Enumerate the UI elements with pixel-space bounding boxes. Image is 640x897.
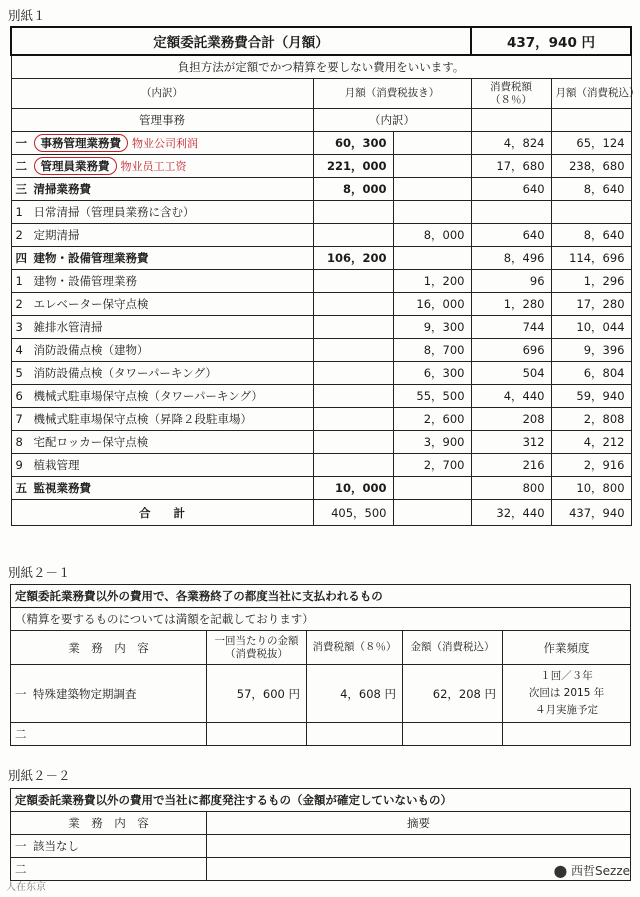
row-name: 特殊建築物定期調査: [33, 686, 137, 701]
item-total: 4，212: [551, 431, 631, 454]
item-tax: 4，824: [471, 132, 551, 155]
table-row: [11, 454, 631, 477]
item-index: 1: [15, 274, 23, 288]
item-index: 2: [15, 228, 23, 242]
item-name: 雑排水管清掃: [33, 320, 103, 334]
table-row: [11, 362, 631, 385]
item-main: 221，000: [313, 155, 393, 178]
table-row: [11, 339, 631, 362]
item-index: 5: [15, 366, 23, 380]
item-cell: [11, 362, 313, 385]
item-index: 四: [15, 251, 27, 265]
item-tax: 800: [471, 477, 551, 500]
sum-total: 437，940: [551, 500, 631, 526]
item-index: 6: [15, 389, 23, 403]
item-total: 10，800: [551, 477, 631, 500]
item-note: 物业员工工资: [120, 160, 187, 173]
frequency-line-3: ４月実施予定: [535, 704, 599, 716]
row-2-index: 二: [11, 858, 207, 881]
item-index: 1: [15, 205, 23, 219]
row-index: 一: [15, 839, 27, 853]
item-cell: [11, 385, 313, 408]
item-total: [551, 201, 631, 224]
item-cell: [11, 201, 313, 224]
item-cell: [11, 316, 313, 339]
table-row: [11, 408, 631, 431]
table-row: [11, 247, 631, 270]
header-content: 業 務 内 容: [11, 812, 207, 835]
item-main: [313, 224, 393, 247]
sheet1-table: [10, 26, 640, 526]
row-unit: 57，600 円: [207, 665, 307, 723]
item-tax: 312: [471, 431, 551, 454]
item-index: 4: [15, 343, 23, 357]
item-total: 1，296: [551, 270, 631, 293]
row-2-index: 二: [11, 723, 207, 746]
wechat-icon: ⬤: [553, 864, 568, 878]
item-name: 消防設備点検（建物）: [33, 343, 149, 357]
item-name: 日常清掃（管理員業務に含む）: [33, 205, 195, 219]
item-sub: [393, 132, 471, 155]
sheet1-note: 負担方法が定額でかつ精算を要しない費用をいいます。: [11, 55, 631, 79]
item-cell: [11, 270, 313, 293]
item-total: 10，044: [551, 316, 631, 339]
header-breakdown: （内訳）: [11, 79, 313, 109]
item-name: 機械式駐車場保守点検（タワーパーキング）: [33, 389, 263, 403]
item-name: 管理員業務費: [34, 157, 117, 175]
sheet2-1-title: 定額委託業務費以外の費用で、各業務終了の都度当社に支払われるもの: [11, 585, 631, 608]
item-cell: [11, 224, 313, 247]
item-tax: 640: [471, 224, 551, 247]
item-name: 建物・設備管理業務: [33, 274, 137, 288]
item-index: 2: [15, 297, 23, 311]
header-frequency: 作業頻度: [503, 631, 631, 665]
item-main: [313, 339, 393, 362]
item-name: 消防設備点検（タワーパーキング）: [33, 366, 217, 380]
item-tax: 208: [471, 408, 551, 431]
item-tax: 216: [471, 454, 551, 477]
item-main: 10，000: [313, 477, 393, 500]
sheet2-1-label: 別紙２－１: [8, 565, 71, 580]
sheet1-label: 別紙１: [8, 8, 46, 23]
item-sub: [393, 155, 471, 178]
item-sub: [393, 477, 471, 500]
sheet2-1-note: （精算を要するものについては満額を記載しております）: [11, 608, 631, 631]
item-main: [313, 431, 393, 454]
item-cell: [11, 293, 313, 316]
header-detail: （内訳）: [313, 109, 471, 132]
item-cell: [11, 155, 313, 178]
row-tax: 4，608 円: [307, 665, 403, 723]
sheet2-1-table: [10, 584, 631, 746]
item-index: 7: [15, 412, 23, 426]
table-row: [11, 270, 631, 293]
sum-main: 405，500: [313, 500, 393, 526]
table-row: [11, 431, 631, 454]
item-name: 定期清掃: [33, 228, 80, 242]
sheet2-2-label: 別紙２－２: [8, 768, 71, 783]
sheet2-2-table: [10, 788, 631, 881]
item-main: 106，200: [313, 247, 393, 270]
item-sub: 2，600: [393, 408, 471, 431]
item-index: 9: [15, 458, 23, 472]
item-tax: 4，440: [471, 385, 551, 408]
table-row: [11, 293, 631, 316]
item-total: 9，396: [551, 339, 631, 362]
table-row: [11, 155, 631, 178]
header-amount: 金額（消費税込）: [403, 631, 503, 665]
item-name: 監視業務費: [33, 481, 91, 495]
item-name: 事務管理業務費: [34, 134, 129, 152]
item-total: 8，640: [551, 224, 631, 247]
item-main: [313, 408, 393, 431]
item-main: [313, 385, 393, 408]
item-index: 3: [15, 320, 23, 334]
sheet1-total: 437，940 円: [471, 27, 631, 55]
sheet2-2-title: 定額委託業務費以外の費用で当社に都度発注するもの（金額が確定していないもの）: [11, 789, 631, 812]
watermark-text: 西哲Sezze: [571, 864, 630, 878]
item-main: [313, 362, 393, 385]
item-tax: 96: [471, 270, 551, 293]
header-monthly: 月額（消費税抜き）: [313, 79, 471, 109]
item-main: 60，300: [313, 132, 393, 155]
item-cell: [11, 477, 313, 500]
row-none: [11, 835, 207, 858]
item-tax: 1，280: [471, 293, 551, 316]
table-row: [11, 178, 631, 201]
item-index: 三: [15, 182, 27, 196]
item-cell: [11, 247, 313, 270]
item-name: 清掃業務費: [33, 182, 91, 196]
item-name: エレベーター保守点検: [33, 297, 149, 311]
item-total: 59，940: [551, 385, 631, 408]
header-unit: 一回当たりの金額（消費税抜）: [207, 631, 307, 665]
item-total: 17，280: [551, 293, 631, 316]
sheet1-title: 定額委託業務費合計（月額）: [11, 27, 471, 55]
frequency-line-2: 次回は 2015 年: [528, 687, 605, 699]
sum-label: 合 計: [11, 500, 313, 526]
item-sub: 9，300: [393, 316, 471, 339]
header-tax: 消費税額（８％）: [471, 79, 551, 109]
item-sub: [393, 201, 471, 224]
table-row: [11, 224, 631, 247]
item-total: 8，640: [551, 178, 631, 201]
item-total: 6，804: [551, 362, 631, 385]
item-index: 五: [15, 481, 27, 495]
frequency-line-1: １回／３年: [540, 670, 593, 682]
item-tax: 744: [471, 316, 551, 339]
item-cell: [11, 178, 313, 201]
item-tax: [471, 201, 551, 224]
item-cell: [11, 132, 313, 155]
item-index: 8: [15, 435, 23, 449]
item-cell: [11, 454, 313, 477]
table-row: [11, 316, 631, 339]
item-sub: [393, 178, 471, 201]
item-index: 一: [15, 136, 27, 150]
item-tax: 696: [471, 339, 551, 362]
item-total: 2，808: [551, 408, 631, 431]
item-main: [313, 316, 393, 339]
item-index: 二: [15, 159, 27, 173]
item-sub: [393, 247, 471, 270]
item-sub: 16，000: [393, 293, 471, 316]
item-main: [313, 270, 393, 293]
item-tax: 504: [471, 362, 551, 385]
sum-tax: 32，440: [471, 500, 551, 526]
item-sub: 1，200: [393, 270, 471, 293]
item-cell: [11, 408, 313, 431]
watermark-left: 人在东京: [6, 882, 46, 893]
item-total: 238，680: [551, 155, 631, 178]
row-name: 該当なし: [33, 839, 79, 853]
watermark: [554, 862, 630, 879]
item-tax: 17，680: [471, 155, 551, 178]
item-sub: 8，000: [393, 224, 471, 247]
header-mgmt: 管理事務: [11, 109, 313, 132]
item-total: 114，696: [551, 247, 631, 270]
item-sub: 55，500: [393, 385, 471, 408]
item-main: [313, 293, 393, 316]
item-name: 宅配ロッカー保守点検: [33, 435, 149, 449]
item-main: 8，000: [313, 178, 393, 201]
item-cell: [11, 431, 313, 454]
item-sub: 2，700: [393, 454, 471, 477]
item-sub: 8，700: [393, 339, 471, 362]
header-total: 月額（消費税込）: [551, 79, 631, 109]
header-summary: 摘要: [207, 812, 631, 835]
table-row: [11, 201, 631, 224]
table-row: [11, 385, 631, 408]
item-main: [313, 201, 393, 224]
row-special-inspection: [11, 665, 207, 723]
row-amount: 62，208 円: [403, 665, 503, 723]
table-row: [11, 132, 631, 155]
item-tax: 8，496: [471, 247, 551, 270]
item-name: 植栽管理: [33, 458, 80, 472]
row-index: 一: [15, 686, 27, 701]
item-sub: 6，300: [393, 362, 471, 385]
item-total: 2，916: [551, 454, 631, 477]
item-name: 建物・設備管理業務費: [33, 251, 149, 265]
item-tax: 640: [471, 178, 551, 201]
item-main: [313, 454, 393, 477]
table-row: [11, 477, 631, 500]
row-frequency: [503, 665, 631, 723]
item-cell: [11, 339, 313, 362]
item-name: 機械式駐車場保守点検（昇降２段駐車場）: [33, 412, 252, 426]
item-total: 65，124: [551, 132, 631, 155]
header-content: 業 務 内 容: [11, 631, 207, 665]
item-note: 物业公司利润: [132, 137, 199, 150]
item-sub: 3，900: [393, 431, 471, 454]
header-tax: 消費税額（８％）: [307, 631, 403, 665]
